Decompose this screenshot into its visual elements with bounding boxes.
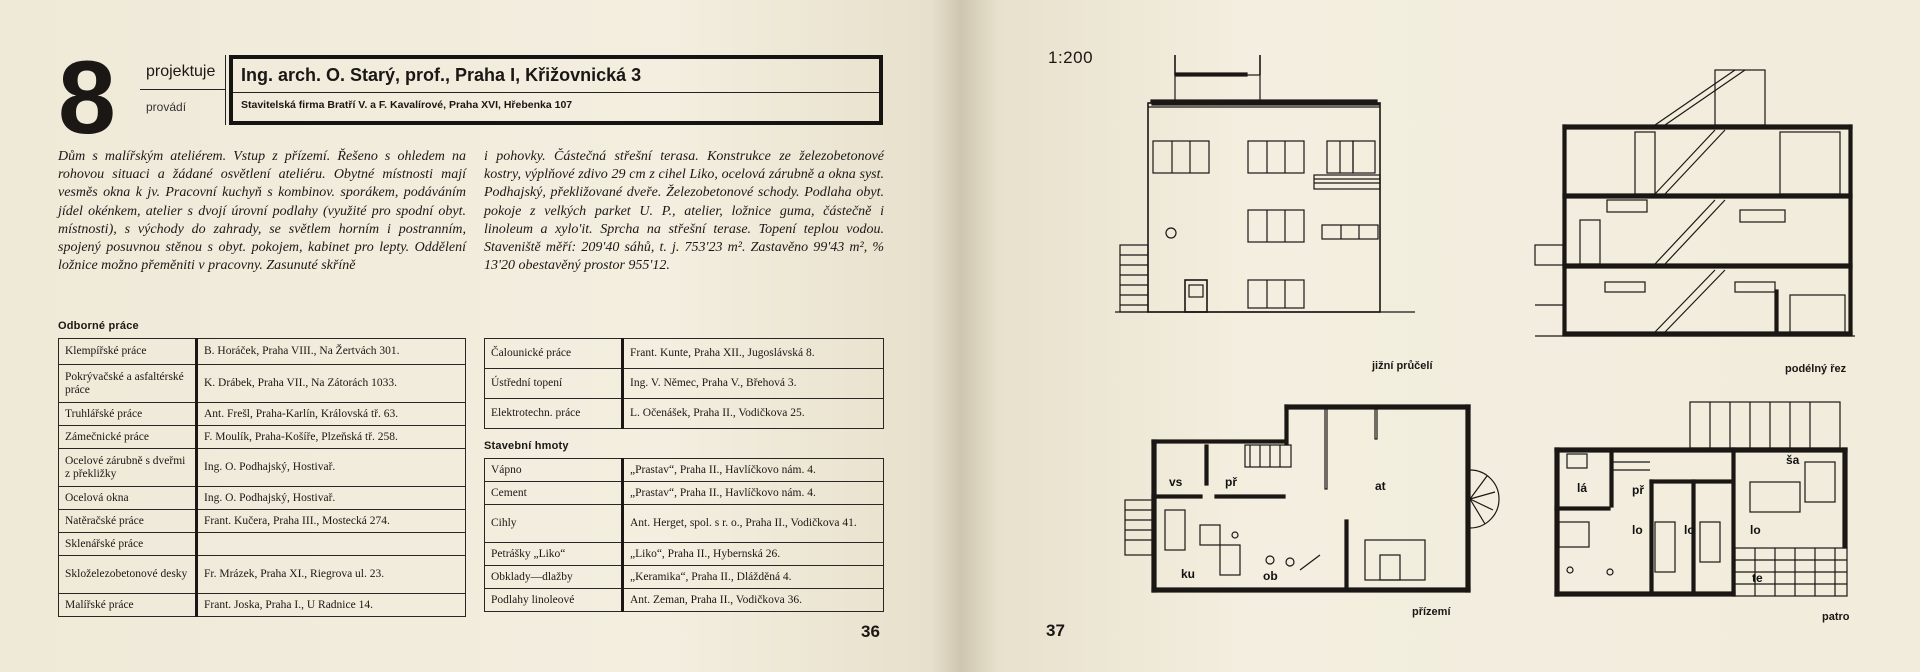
table-row: Obklady—dlažby „Keramika“, Praha II., Dlážděná 4.	[485, 566, 884, 589]
section-drawing	[1535, 70, 1855, 350]
show-through-number	[1505, 55, 1536, 182]
ground-floor-plan	[1125, 400, 1495, 595]
designer-label: projektuje	[140, 55, 226, 90]
table-row: Malířské práce Frant. Joska, Praha I., U Radnice 14.	[59, 594, 466, 617]
room-label-pr-upper: př	[1632, 483, 1644, 497]
room-label-pr: př	[1225, 475, 1237, 489]
table-row: Čalounické práce Frant. Kunte, Praha XII., Jugoslávská 8.	[485, 339, 884, 369]
table-row: Sklenářské práce	[59, 533, 466, 556]
project-number: 8	[58, 40, 116, 156]
room-label-la: lá	[1577, 481, 1588, 495]
table-row: Skloželezobetonové desky Fr. Mrázek, Praha XI., Riegrova ul. 23.	[59, 556, 466, 594]
trades-table	[58, 338, 466, 617]
architect-name: Ing. arch. O. Starý, prof., Praha I, Křižovnická 3	[241, 65, 642, 85]
room-label-lo-3: lo	[1750, 523, 1761, 537]
room-label-sa: ša	[1786, 453, 1800, 467]
table-row: Natěračské práce Frant. Kučera, Praha III., Mostecká 274.	[59, 510, 466, 533]
table-row: Ocelová okna Ing. O. Podhajský, Hostivař.	[59, 487, 466, 510]
description-column-2: i pohovky. Částečná střešní terasa. Konstrukce ze železobetonové kostry, výplňové zdivo 29 cm z cihel Liko, ocelová zárubně a okna syst. Podhajský, překližované dveře. Železobetonové schody. Podlaha obyt. pokoje z velkých parket U. P., atelier, ložnice guma, částečně i linoleum a xylo'it. Sprcha na střešní terase. Topení teplou vodou. Staveniště měří: 209'40 sáhů, t. j. 753'23 m². Zastavěno 99'43 m², % 13'20 obestavěný prostor 955'12.	[484, 149, 884, 274]
page-number-left: 36	[861, 622, 880, 641]
table-row: Truhlářské práce Ant. Frešl, Praha-Karlín, Královská tř. 63.	[59, 403, 466, 426]
page-number-right: 37	[1046, 621, 1065, 640]
caption-upper-floor: patro	[1822, 611, 1850, 623]
caption-ground-floor: přízemí	[1412, 606, 1451, 618]
table-row: Vápno „Prastav“, Praha II., Havlíčkovo nám. 4.	[485, 459, 884, 482]
table-row: Pokrývačské a asfaltérské práce K. Drábek, Praha VII., Na Zátorách 1033.	[59, 365, 466, 403]
trades-heading: Odborné práce	[58, 320, 139, 332]
upper-floor-plan	[1550, 402, 1850, 602]
south-elevation-drawing	[1115, 55, 1415, 325]
builder-label: provádí	[140, 90, 226, 125]
table-row: Ústřední topení Ing. V. Němec, Praha V., Břehová 3.	[485, 369, 884, 399]
table-row: Zámečnické práce F. Moulík, Praha-Košíře, Plzeňská tř. 258.	[59, 426, 466, 449]
caption-south-elevation: jižní průčelí	[1372, 360, 1433, 372]
caption-section: podélný řez	[1785, 363, 1847, 375]
room-label-lo-2: lo	[1684, 523, 1695, 537]
trades-table-2	[484, 338, 884, 429]
materials-table	[484, 458, 884, 612]
project-header	[140, 55, 883, 125]
table-row: Cement „Prastav“, Praha II., Havlíčkovo nám. 4.	[485, 482, 884, 505]
materials-heading: Stavební hmoty	[484, 440, 569, 452]
table-row: Elektrotechn. práce L. Očenášek, Praha II., Vodičkova 25.	[485, 399, 884, 429]
table-row: Ocelové zárubně s dveřmi z překližky Ing. O. Podhajský, Hostivař.	[59, 449, 466, 487]
room-label-ku: ku	[1181, 567, 1196, 581]
header-divider	[233, 92, 879, 93]
table-row: Petrášky „Liko“ „Liko“, Praha II., Hybernská 26.	[485, 543, 884, 566]
room-label-lo-1: lo	[1632, 523, 1643, 537]
drawing-scale: 1:200	[1048, 48, 1094, 67]
room-label-te: te	[1752, 571, 1763, 585]
table-row: Podlahy linoleové Ant. Zeman, Praha II., Vodičkova 36.	[485, 589, 884, 612]
room-label-at: at	[1375, 479, 1386, 493]
room-label-ob: ob	[1263, 569, 1278, 583]
builder-name: Stavitelská firma Bratří V. a F. Kavalírové, Praha XVI, Hřebenka 107	[241, 99, 573, 111]
table-row: Klempířské práce B. Horáček, Praha VIII., Na Žertvách 301.	[59, 339, 466, 365]
header-box	[229, 55, 883, 125]
description-column-1: Dům s malířským ateliérem. Vstup z přízemí. Řešeno s ohledem na rohovou situaci a žádané osvětlení ateliéru. Obytné místnosti mají vesměs okna k jv. Pracovní kuchyň s kombinov. sporákem, podáváním jídel okénkem, atelier s dvojí úrovní podlahy (využité pro spodní obyt. místnosti), s východy do zahrady, se světlem horním i postranním, spojený posuvnou stěnou s obyt. pokojem, kabinet pro lepty. Oddělení ložnice možno přeměniti v pracovny. Zasunuté skříně	[58, 149, 466, 274]
room-label-vs: vs	[1169, 475, 1183, 489]
table-row: Cihly Ant. Herget, spol. s r. o., Praha II., Vodičkova 41.	[485, 505, 884, 543]
